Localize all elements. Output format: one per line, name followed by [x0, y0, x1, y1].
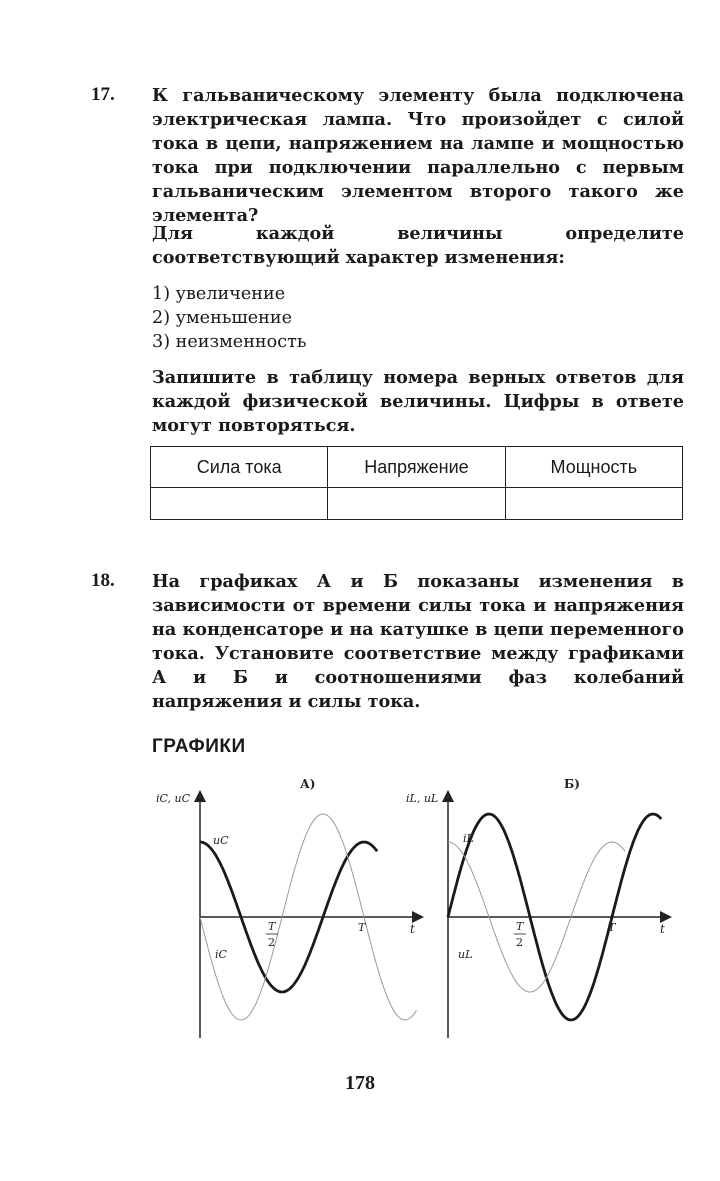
question-18-text: На графиках А и Б показаны изменения в зависимости от времени силы тока и напряжения на конденсаторе и на катушке в цепи переменного тока. Установите соответствие между графиками А и Б и соотношениями фаз колебаний напряжения и силы тока. [152, 571, 684, 712]
graphs-heading: ГРАФИКИ [152, 736, 246, 757]
graph-b-label: Б) [564, 777, 580, 791]
option-1: 1) увеличение [152, 284, 286, 304]
graph-a-y-label: iC, uC [156, 792, 191, 805]
graph-a-voltage-label: uC [213, 834, 229, 847]
option-2: 2) уменьшение [152, 308, 293, 328]
answer-cell-power[interactable] [505, 488, 682, 520]
graph-b-x-label: t [660, 922, 665, 936]
graph-b-y-label: iL, uL [406, 792, 439, 805]
question-18-number: 18. [91, 570, 115, 591]
graph-a-x-label: t [410, 922, 415, 936]
graph-b-tick-half-num: T [516, 920, 524, 933]
header-current: Сила тока [151, 447, 328, 488]
graph-a-current-label: iC [215, 948, 227, 961]
question-17-instruction: Для каждой величины определите соответствующий характер изменения: [152, 223, 684, 268]
answer-table [150, 446, 683, 520]
graphs-figure [150, 770, 680, 1040]
graph-b-voltage-label: uL [458, 948, 473, 961]
graph-a [156, 777, 418, 1038]
graph-a-tick-half-num: T [268, 920, 276, 933]
answer-cell-voltage[interactable] [328, 488, 505, 520]
graph-b-current-label: iL [463, 832, 474, 845]
question-17-number: 17. [91, 84, 115, 105]
graph-a-tick-half-den: 2 [268, 936, 275, 949]
option-3: 3) неизменность [152, 332, 307, 352]
question-17-options [152, 282, 306, 354]
graph-a-tick-full: T [358, 921, 366, 934]
graph-b-tick-half-den: 2 [516, 936, 523, 949]
header-voltage: Напряжение [328, 447, 505, 488]
graph-b-tick-full: T [608, 921, 616, 934]
question-17-text: К гальваническому элементу была подключена электрическая лампа. Что произойдет с силой тока в цепи, напряжением на лампе и мощностью тока при подключении параллельно с первым гальваническим элементом второго такого же элемента? [152, 85, 684, 226]
page-number: 178 [345, 1072, 375, 1094]
answer-cell-current[interactable] [151, 488, 328, 520]
graph-b [406, 777, 666, 1038]
graph-a-label: А) [300, 777, 316, 791]
header-power: Мощность [505, 447, 682, 488]
question-17-note: Запишите в таблицу номера верных ответов для каждой физической величины. Цифры в ответе могут повторяться. [152, 367, 684, 436]
